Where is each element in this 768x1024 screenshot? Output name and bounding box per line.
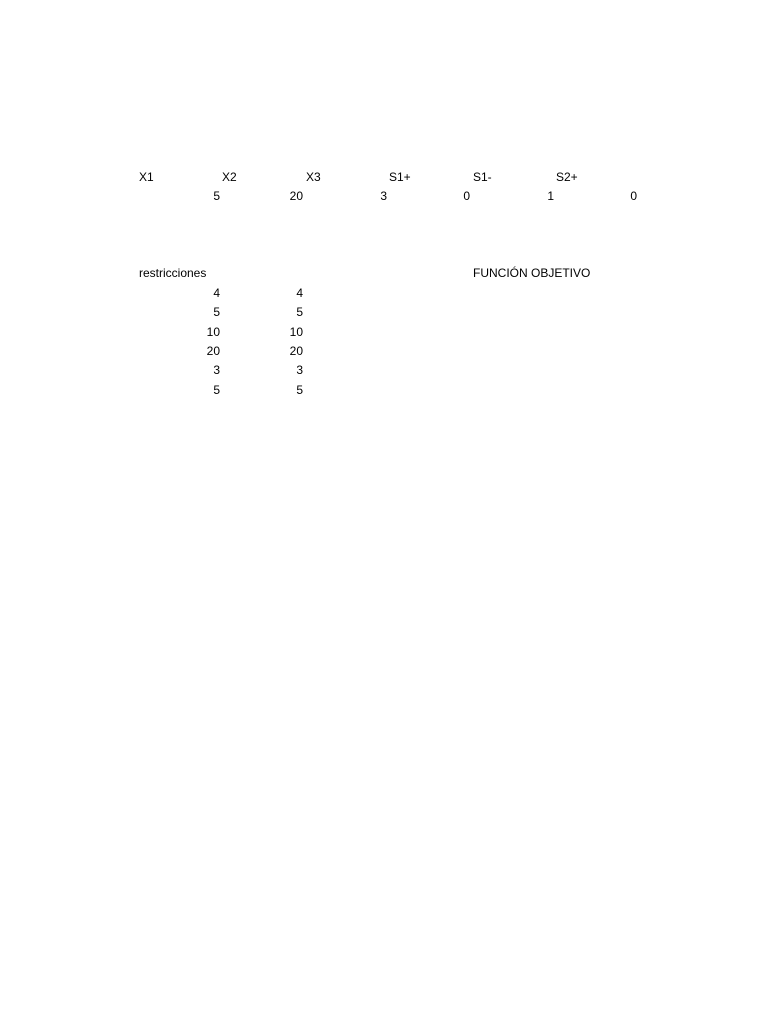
header-x2: X2 xyxy=(222,170,237,184)
constraint-row-3-col-1: 10 xyxy=(206,325,220,339)
constraint-row-1-col-2: 4 xyxy=(296,286,303,300)
restricciones-label: restricciones xyxy=(139,266,207,280)
value-s1-minus: 1 xyxy=(547,189,554,203)
constraint-row-5-col-2: 3 xyxy=(296,363,303,377)
constraint-row-4-col-2: 20 xyxy=(289,344,303,358)
constraint-row-3-col-2: 10 xyxy=(289,325,303,339)
constraint-row-4-col-1: 20 xyxy=(206,344,220,358)
value-s2-plus: 0 xyxy=(630,189,637,203)
constraint-row-1-col-1: 4 xyxy=(213,286,220,300)
header-x1: X1 xyxy=(139,170,154,184)
funcion-objetivo-label: FUNCIÓN OBJETIVO xyxy=(473,266,591,280)
value-x3: 3 xyxy=(380,189,387,203)
header-x3: X3 xyxy=(306,170,321,184)
constraint-row-5-col-1: 3 xyxy=(213,363,220,377)
constraint-row-6-col-1: 5 xyxy=(213,383,220,397)
value-s1-plus: 0 xyxy=(463,189,470,203)
value-x1: 5 xyxy=(213,189,220,203)
header-s1-minus: S1- xyxy=(473,170,492,184)
value-x2: 20 xyxy=(289,189,303,203)
header-s1-plus: S1+ xyxy=(389,170,411,184)
constraint-row-6-col-2: 5 xyxy=(296,383,303,397)
constraint-row-2-col-1: 5 xyxy=(213,305,220,319)
constraint-row-2-col-2: 5 xyxy=(296,305,303,319)
header-s2-plus: S2+ xyxy=(556,170,578,184)
